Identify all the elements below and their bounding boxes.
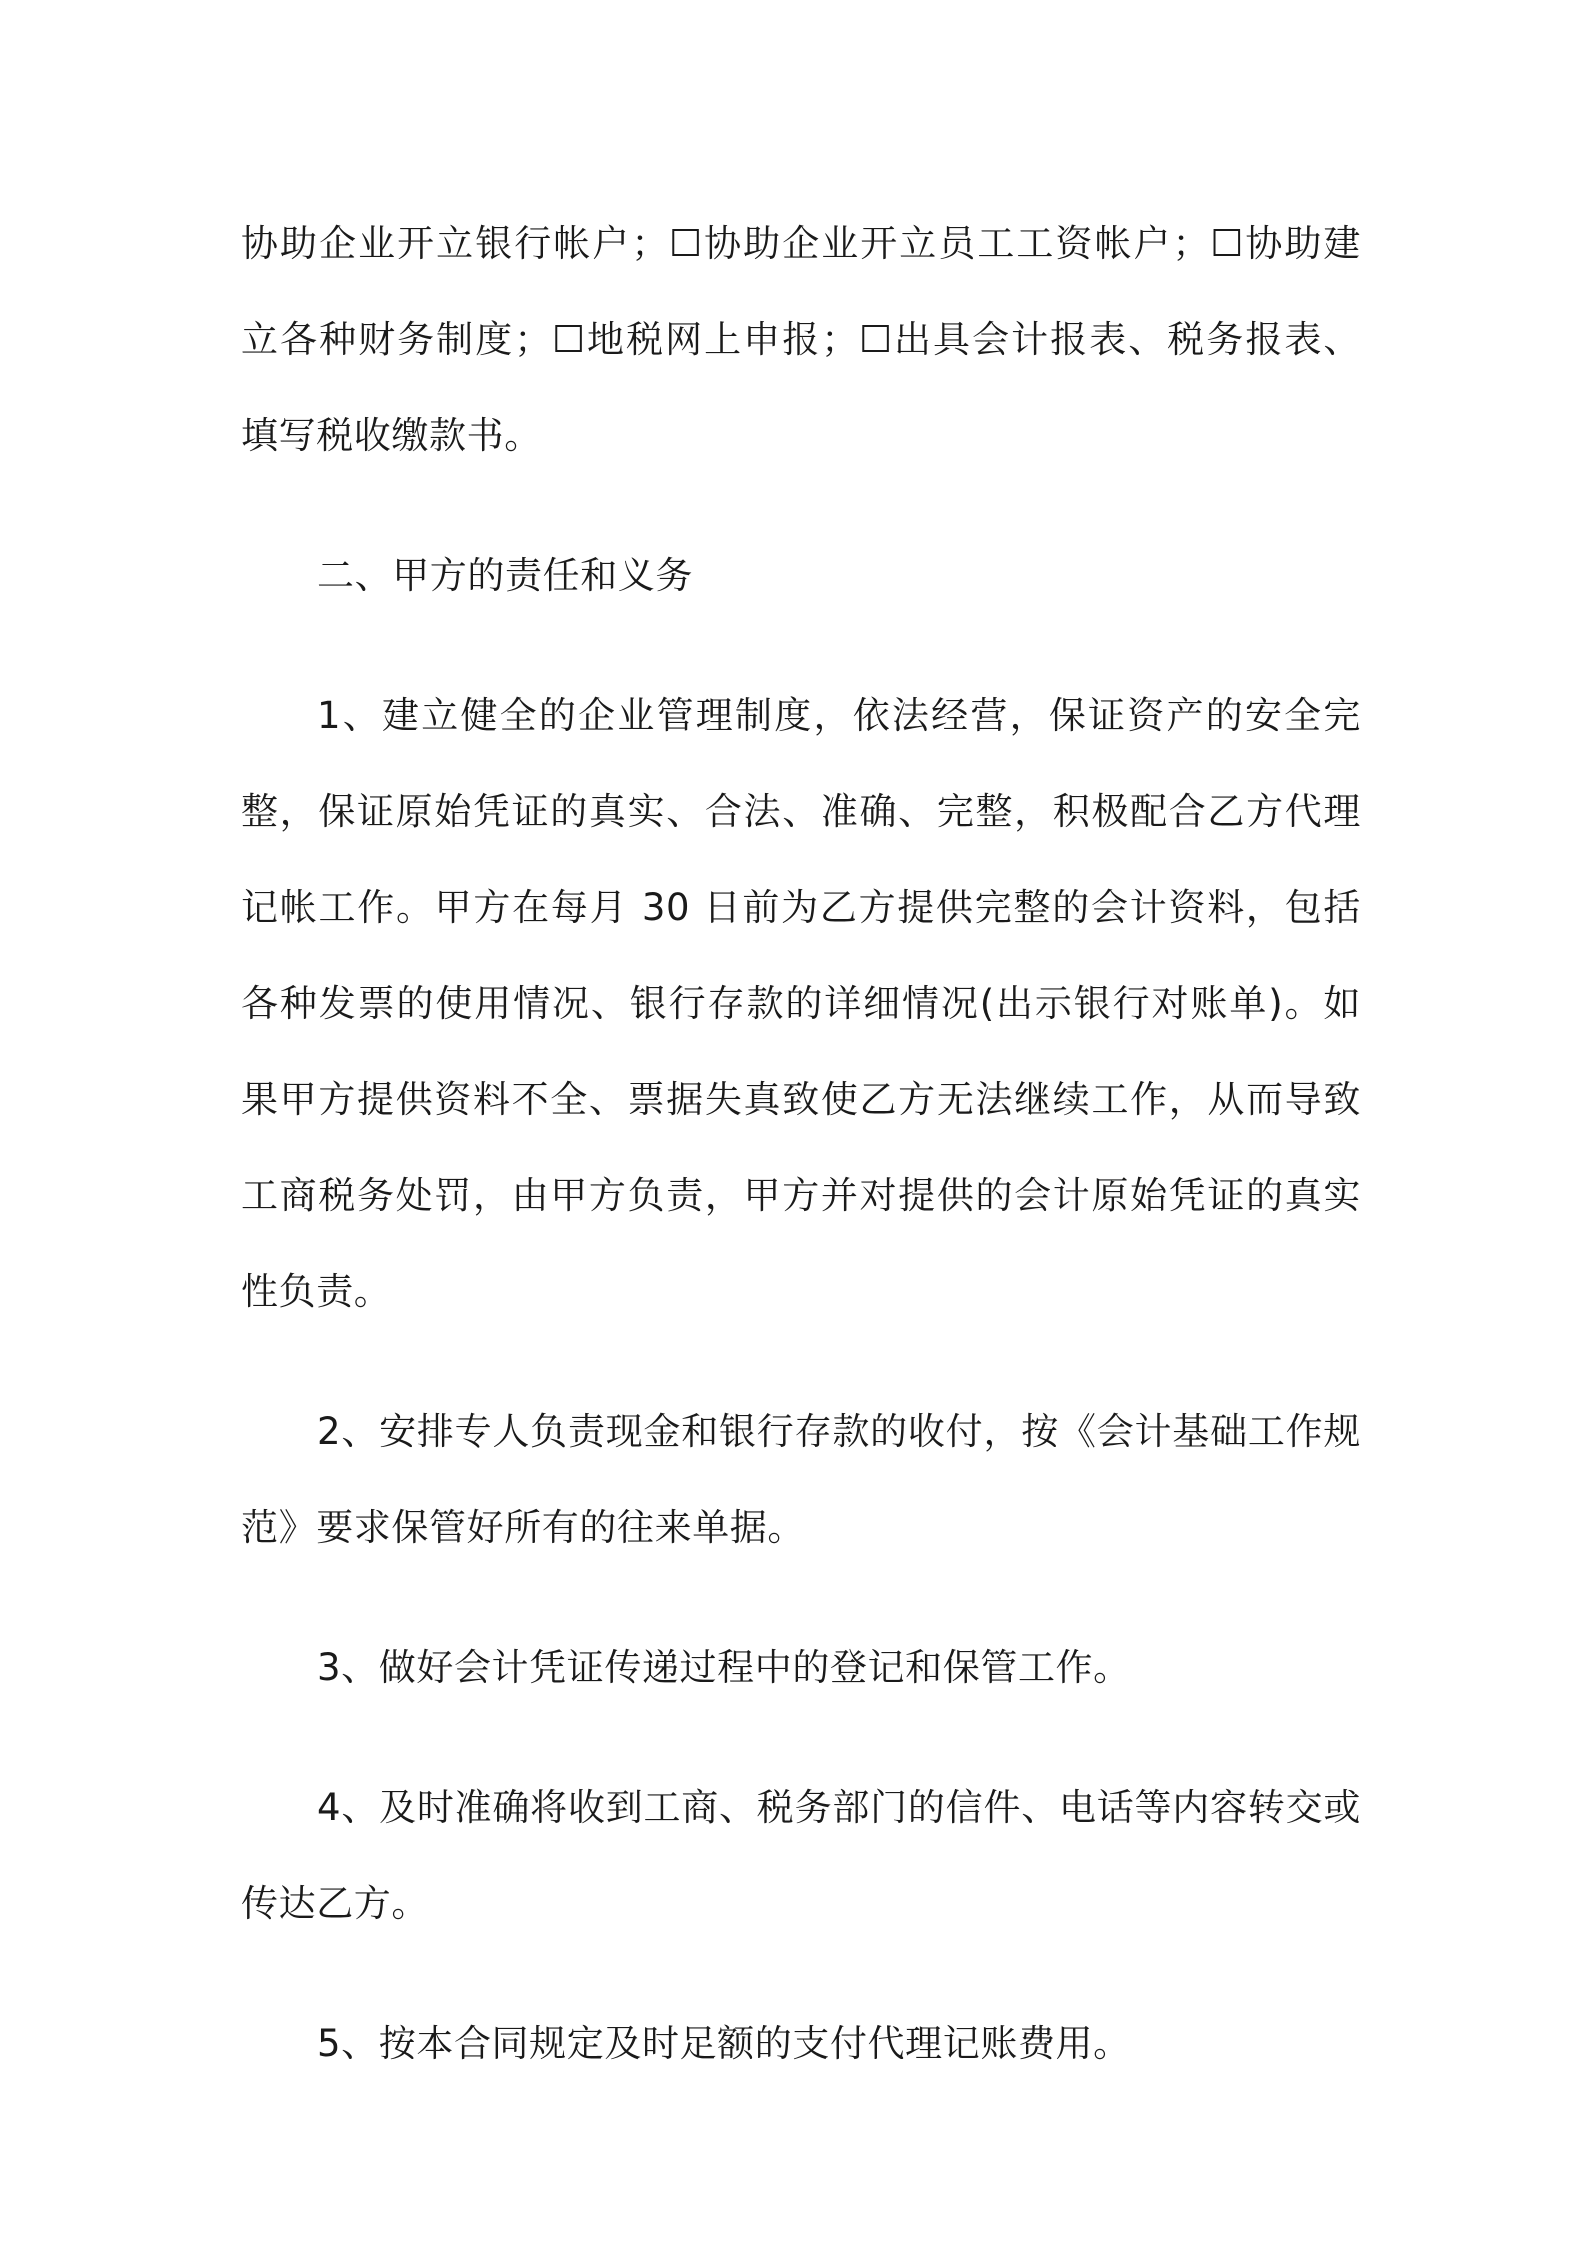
paragraph-clause-5: 5、按本合同规定及时足额的支付代理记账费用。: [317, 2022, 1131, 2065]
section-heading-party-a-duties: 二、甲方的责任和义务: [317, 554, 693, 597]
paragraph-clause-1: 1、建立健全的企业管理制度，依法经营，保证资产的安全完整，保证原始凭证的真实、合法、准确、完整，积极配合乙方代理记帐工作。甲方在每月 30 日前为乙方提供完整的会计资料，包括各种发票的使用情况、银行存款的详细情况(出示银行对账单)。如果甲方提供资料不全、票据失真致使乙方无法继续工作，从而导致工商税务处罚，由甲方负责，甲方并对提供的会计原始凭证的真实性负责。: [241, 694, 1361, 1313]
paragraph-clause-4: 4、及时准确将收到工商、税务部门的信件、电话等内容转交或传达乙方。: [241, 1786, 1361, 1925]
paragraph-service-list: 协助企业开立银行帐户；☐协助企业开立员工工资帐户；☐协助建立各种财务制度；☐地税网上申报；☐出具会计报表、税务报表、填写税收缴款书。: [241, 222, 1361, 457]
paragraph-clause-3: 3、做好会计凭证传递过程中的登记和保管工作。: [317, 1646, 1131, 1689]
paragraph-clause-2: 2、安排专人负责现金和银行存款的收付，按《会计基础工作规范》要求保管好所有的往来单据。: [241, 1410, 1361, 1549]
document-body: [241, 196, 1361, 2092]
